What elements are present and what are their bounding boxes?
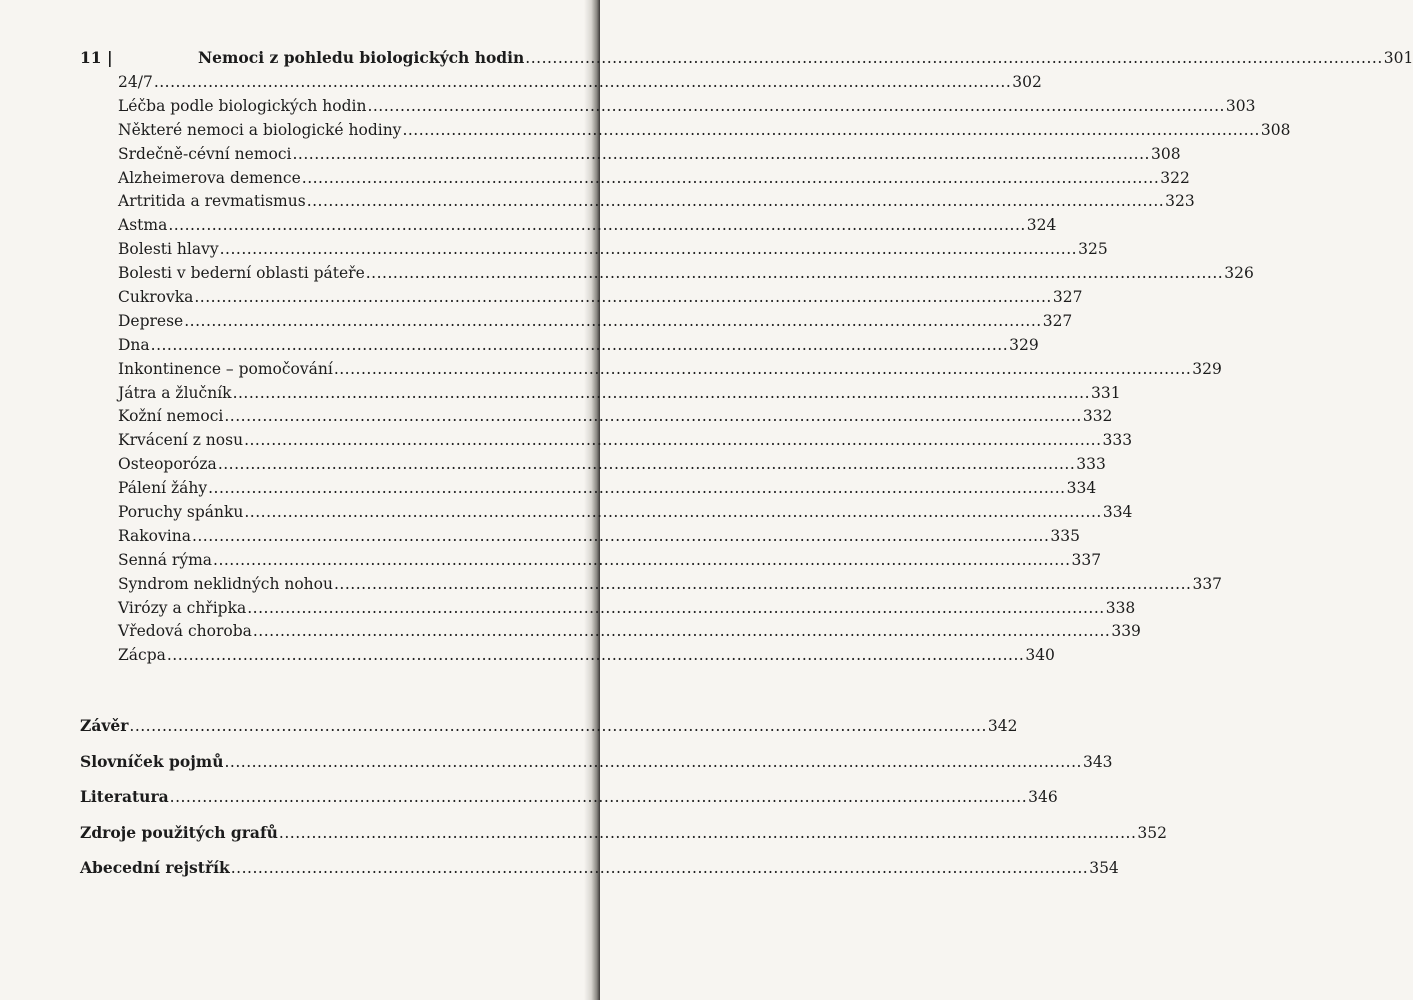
toc-entry-title: Srdečně-cévní nemoci	[118, 144, 292, 163]
back-matter-entry[interactable]	[80, 822, 1167, 859]
toc-entry[interactable]	[118, 120, 1291, 144]
toc-entry-title: Vředová choroba	[118, 622, 252, 641]
toc-entry-title: Poruchy spánku	[118, 503, 244, 522]
leader-dots	[402, 120, 1259, 140]
toc-entry-title: Zácpa	[118, 646, 166, 665]
toc-entry-page: 337	[1192, 574, 1223, 593]
back-matter-entry[interactable]	[80, 858, 1119, 894]
back-matter-title: Abecední rejstřík	[80, 858, 230, 878]
back-matter-entry[interactable]	[80, 787, 1058, 823]
toc-entry-page: 329	[1192, 359, 1222, 378]
leader-dots	[151, 335, 1008, 355]
toc-entry-page: 339	[1111, 622, 1141, 641]
toc-entry-title: Inkontinence – pomočování	[118, 359, 333, 378]
toc-entry[interactable]	[118, 287, 1083, 311]
leader-dots	[231, 858, 1088, 878]
leader-dots	[279, 823, 1136, 843]
toc-entry-page: 329	[1009, 335, 1039, 354]
toc-entry[interactable]	[118, 502, 1133, 526]
chapter-page: 301	[1383, 49, 1413, 67]
leader-dots	[367, 96, 1224, 116]
toc-entry-page: 327	[1042, 311, 1073, 330]
toc-entry[interactable]	[118, 550, 1102, 574]
leader-dots	[194, 287, 1051, 307]
toc-entry-page: 322	[1160, 168, 1190, 187]
toc-entry-title: Astma	[118, 216, 168, 235]
toc-entry[interactable]	[118, 621, 1141, 645]
toc-entry-title: Játra a žlučník	[118, 383, 232, 402]
leader-dots	[302, 168, 1159, 188]
leader-dots	[192, 526, 1049, 546]
leader-dots	[213, 550, 1070, 570]
leader-dots	[233, 383, 1090, 403]
leader-dots	[224, 406, 1081, 426]
leader-dots	[244, 430, 1101, 450]
toc-entry-title: Bolesti v bederní oblasti páteře	[118, 264, 365, 283]
toc-entry-title: 24/7	[118, 73, 153, 91]
toc-entry[interactable]	[118, 406, 1113, 430]
chapter-entries	[118, 72, 1291, 669]
toc-entry-page: 327	[1052, 288, 1083, 307]
leader-dots	[154, 72, 1011, 92]
toc-entry[interactable]	[118, 96, 1256, 120]
leader-dots	[168, 215, 1025, 235]
toc-entry[interactable]	[118, 72, 1042, 96]
back-matter-title: Slovníček pojmů	[80, 751, 224, 771]
back-matter-page: 342	[987, 717, 1018, 735]
leader-dots	[525, 48, 1382, 68]
back-matter-list	[80, 716, 1167, 894]
toc-entry[interactable]	[118, 215, 1057, 239]
leader-dots	[220, 239, 1077, 259]
leader-dots	[244, 502, 1101, 522]
toc-entry-title: Alzheimerova demence	[118, 168, 301, 187]
toc-entry-title: Dna	[118, 335, 150, 354]
leader-dots	[293, 144, 1150, 164]
back-matter-entry[interactable]	[80, 751, 1113, 788]
toc-entry-page: 308	[1260, 120, 1291, 139]
toc-entry-title: Léčba podle biologických hodin	[118, 96, 367, 115]
toc-entry-title: Syndrom neklidných nohou	[118, 574, 333, 593]
back-matter-title: Závěr	[80, 716, 129, 735]
toc-entry[interactable]	[118, 454, 1106, 478]
back-matter-page: 343	[1082, 752, 1113, 771]
chapter-title: Nemoci z pohledu biologických hodin	[198, 48, 525, 67]
leader-dots	[129, 716, 986, 736]
toc-entry-page: 326	[1224, 264, 1254, 283]
chapter-number: 11 |	[80, 48, 113, 67]
toc-entry[interactable]	[118, 383, 1121, 407]
toc-entry-page: 324	[1026, 216, 1057, 235]
toc-entry-title: Krvácení z nosu	[118, 431, 244, 450]
toc-entry-page: 302	[1012, 73, 1042, 91]
toc-entry-page: 332	[1082, 407, 1113, 426]
leader-dots	[253, 621, 1110, 641]
toc-entry-page: 338	[1105, 598, 1136, 617]
toc-entry-page: 340	[1025, 646, 1055, 665]
leader-dots	[184, 311, 1041, 331]
leader-dots	[224, 752, 1081, 772]
toc-entry-title: Bolesti hlavy	[118, 240, 219, 259]
toc-entry[interactable]	[118, 168, 1190, 192]
back-matter-page: 354	[1089, 859, 1119, 878]
toc-entry-page: 325	[1078, 240, 1108, 259]
toc-entry-title: Senná rýma	[118, 550, 213, 569]
back-matter-title: Literatura	[80, 787, 169, 807]
toc-entry-title: Rakovina	[118, 526, 191, 545]
leader-dots	[167, 645, 1024, 665]
toc-entry[interactable]	[118, 430, 1133, 454]
toc-entry[interactable]	[118, 359, 1222, 383]
leader-dots	[334, 359, 1191, 379]
toc-entry-title: Cukrovka	[118, 288, 194, 307]
chapter-title-row[interactable]	[198, 48, 1413, 72]
toc-entry[interactable]	[118, 598, 1136, 622]
toc-entry-page: 334	[1102, 503, 1133, 522]
toc-entry-title: Některé nemoci a biologické hodiny	[118, 120, 402, 139]
toc-entry-page: 323	[1165, 192, 1195, 211]
leader-dots	[247, 598, 1104, 618]
back-matter-page: 352	[1137, 823, 1167, 842]
toc-entry-page: 303	[1225, 96, 1256, 115]
back-matter-title: Zdroje použitých grafů	[80, 822, 278, 842]
toc-entry[interactable]	[118, 335, 1039, 359]
back-matter-page: 346	[1028, 788, 1058, 807]
toc-entry[interactable]	[118, 574, 1223, 598]
leader-dots	[334, 574, 1191, 594]
toc-entry[interactable]	[118, 311, 1073, 335]
toc-entry-title: Deprese	[118, 311, 184, 330]
toc-entry-title: Artritida a revmatismus	[118, 192, 306, 211]
toc-entry-page: 308	[1150, 144, 1181, 163]
toc-entry-title: Virózy a chřipka	[118, 598, 247, 617]
leader-dots	[170, 787, 1027, 807]
back-matter-entry[interactable]	[80, 716, 1018, 752]
toc-entry[interactable]	[118, 263, 1254, 287]
toc-entry-page: 333	[1076, 455, 1106, 474]
toc-entry-title: Pálení žáhy	[118, 479, 208, 498]
toc-entry[interactable]	[118, 478, 1097, 502]
leader-dots	[307, 191, 1164, 211]
leader-dots	[366, 263, 1223, 283]
toc-entry[interactable]	[118, 191, 1195, 215]
toc-entry[interactable]	[118, 526, 1080, 550]
leader-dots	[218, 454, 1075, 474]
toc-entry-title: Osteoporóza	[118, 455, 217, 474]
toc-entry-page: 333	[1102, 431, 1133, 450]
toc-entry[interactable]	[118, 239, 1108, 263]
toc-entry-page: 335	[1050, 526, 1080, 545]
toc-entry-page: 334	[1066, 479, 1097, 498]
leader-dots	[208, 478, 1065, 498]
toc-entry[interactable]	[118, 144, 1181, 168]
toc-entry-page: 331	[1091, 383, 1121, 402]
toc-entry-page: 337	[1071, 550, 1102, 569]
toc-entry[interactable]	[118, 645, 1055, 669]
toc-entry-title: Kožní nemoci	[118, 407, 224, 426]
